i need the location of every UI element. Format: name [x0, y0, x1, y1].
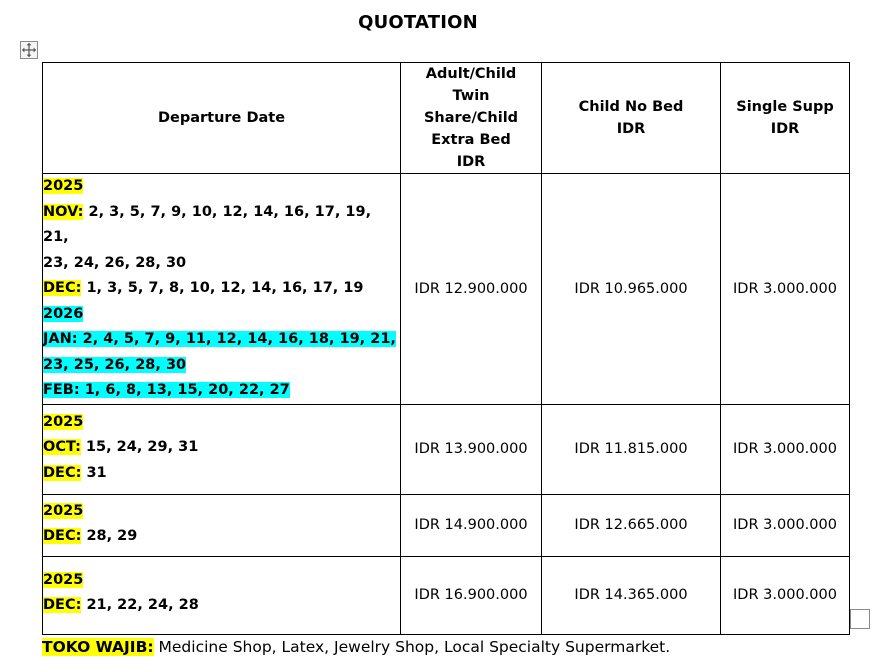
header-single-supp: Single Supp IDR — [721, 63, 850, 174]
note-text: Medicine Shop, Latex, Jewelry Shop, Local Specialty Supermarket. — [153, 638, 671, 656]
header-adult-twin-share: Adult/Child Twin Share/Child Extra Bed IDR — [401, 63, 542, 174]
price-child-no-bed: IDR 11.815.000 — [542, 404, 721, 494]
price-single-supp: IDR 3.000.000 — [721, 556, 850, 634]
quotation-table — [42, 62, 850, 635]
price-adult: IDR 13.900.000 — [401, 404, 542, 494]
price-adult: IDR 16.900.000 — [401, 556, 542, 634]
table-row — [43, 404, 850, 494]
price-child-no-bed: IDR 12.665.000 — [542, 494, 721, 556]
header-child-no-bed: Child No Bed IDR — [542, 63, 721, 174]
departure-dates-cell: 2025 OCT: 15, 24, 29, 31 DEC: 31 — [43, 404, 401, 494]
departure-dates-cell: 2025 DEC: 21, 22, 24, 28 — [43, 556, 401, 634]
price-child-no-bed: IDR 14.365.000 — [542, 556, 721, 634]
table-move-handle-icon[interactable] — [20, 41, 38, 59]
price-adult: IDR 14.900.000 — [401, 494, 542, 556]
departure-dates-cell: 2025 NOV: 2, 3, 5, 7, 9, 10, 12, 14, 16, 17, 19, 21, 23, 24, 26, 28, 30 DEC: 1, 3, 5, 7, 8, 10, 12, 14, 16, 17, 19 2026 JAN: 2, 4, 5, 7, 9, 11, 12, 14, 16, 18, 19, 21, 23, 25, 26, 28, 30 FEB: 1, 6, 8, 13, 15, 20, 22, 27 — [43, 174, 401, 405]
departure-dates-cell: 2025 DEC: 28, 29 — [43, 494, 401, 556]
price-child-no-bed: IDR 10.965.000 — [542, 174, 721, 405]
table-row — [43, 556, 850, 634]
table-header-row — [43, 63, 850, 174]
price-single-supp: IDR 3.000.000 — [721, 174, 850, 405]
toko-wajib-note — [42, 638, 670, 656]
table-row — [43, 174, 850, 405]
note-label: TOKO WAJIB: — [42, 638, 154, 656]
table-resize-handle[interactable] — [850, 609, 870, 629]
table-row — [43, 494, 850, 556]
price-adult: IDR 12.900.000 — [401, 174, 542, 405]
header-departure-date: Departure Date — [43, 63, 401, 174]
document-title: QUOTATION — [358, 12, 478, 33]
price-single-supp: IDR 3.000.000 — [721, 404, 850, 494]
price-single-supp: IDR 3.000.000 — [721, 494, 850, 556]
